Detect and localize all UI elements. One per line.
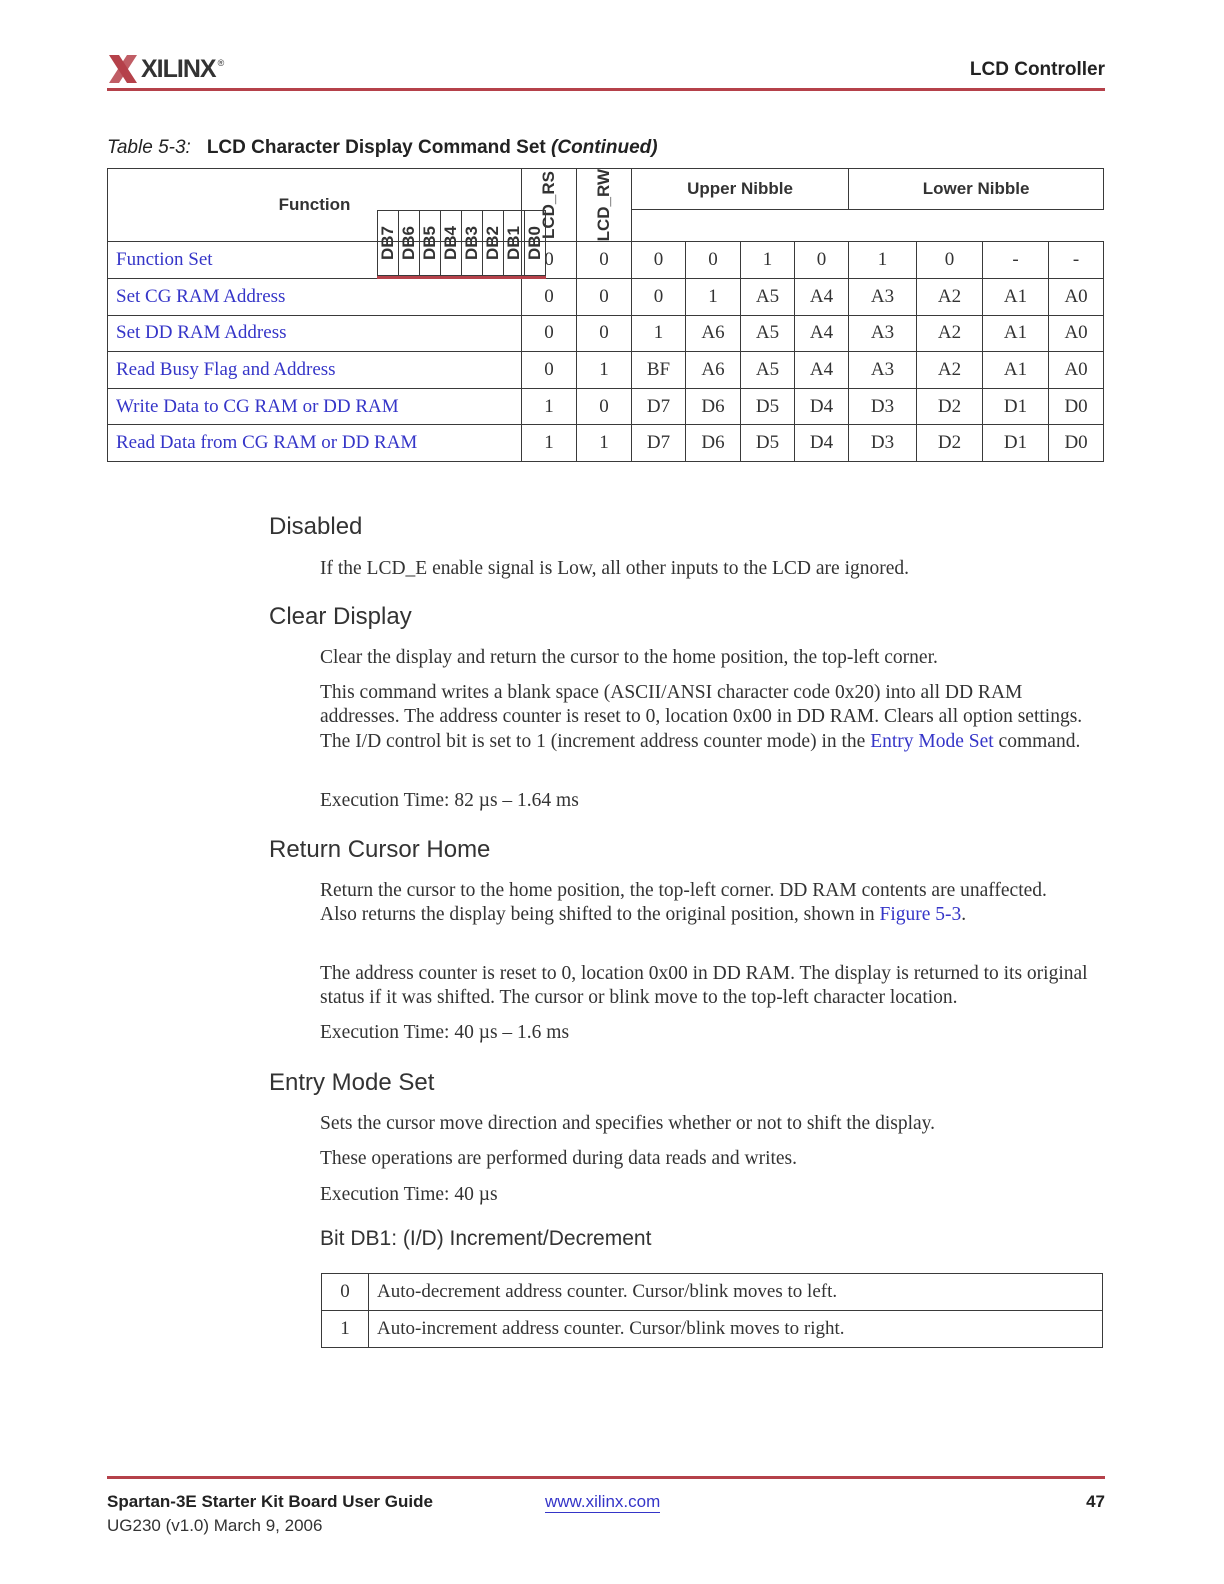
table-cell: 0 [577,279,632,316]
command-name-link[interactable]: Function Set [108,242,522,279]
table-cell: 1 [577,425,632,462]
bit-header: DB4 [440,211,461,276]
bit-header: DB6 [398,211,419,276]
bit-header: DB3 [461,211,482,276]
upper-nibble-header: Upper Nibble [632,169,849,210]
header-rule [107,88,1105,91]
bit-description: Auto-decrement address counter. Cursor/blink moves to left. [369,1274,1103,1311]
table-cell: 1 [686,279,741,316]
table-cell: - [983,242,1049,279]
heading-bit-db1: Bit DB1: (I/D) Increment/Decrement [320,1227,652,1250]
table-cell: D5 [741,425,795,462]
rw-header-label: LCD_RW [594,169,613,242]
table-cell: A4 [795,352,849,389]
table-cell: A5 [741,315,795,352]
table-cell: D1 [983,388,1049,425]
return-home-text-2: The address counter is reset to 0, location 0x00 in DD RAM. The display is returned to its original status if it was shifted. The cursor or blink move to the top-left character location. [320,963,1088,1009]
footer-url-link[interactable]: www.xilinx.com [545,1492,661,1511]
table-cell: D6 [686,388,741,425]
table-cell: D1 [983,425,1049,462]
bit-header: DB0 [524,211,545,276]
table-cell: A3 [849,315,917,352]
table-cell: D2 [917,425,983,462]
table-cell: D2 [917,388,983,425]
table-cell: 1 [577,352,632,389]
command-name-link[interactable]: Set CG RAM Address [108,279,522,316]
table-continued: (Continued) [551,137,658,158]
table-cell: 0 [917,242,983,279]
table-cell: A4 [795,279,849,316]
table-cell: 1 [522,425,577,462]
table-cell: D4 [795,388,849,425]
bit-description: Auto-increment address counter. Cursor/blink moves to right. [369,1311,1103,1348]
table-cell: 1 [849,242,917,279]
clear-display-exec-time: Execution Time: 82 µs – 1.64 ms [320,790,579,811]
heading-disabled: Disabled [269,513,363,540]
logo-registered-mark: ® [217,58,225,68]
footer-rule [107,1476,1105,1479]
rs-header-label: LCD_RS [539,171,558,240]
table-cell: 0 [632,279,686,316]
table-cell: 0 [522,242,577,279]
bit-db1-table [321,1273,1103,1348]
footer-doc-version: UG230 (v1.0) March 9, 2006 [107,1516,323,1535]
table-cell: 0 [577,315,632,352]
table-cell: A1 [983,315,1049,352]
heading-clear-display: Clear Display [269,603,412,630]
table-cell: 0 [632,242,686,279]
table-cell: A3 [849,352,917,389]
table-cell: BF [632,352,686,389]
xilinx-logo-icon [107,53,139,85]
section-title: LCD Controller [969,59,1105,80]
bit-header: DB5 [419,211,440,276]
logo-text: XILINX [141,54,216,83]
table-cell: 0 [522,315,577,352]
command-name-link[interactable]: Read Busy Flag and Address [108,352,522,389]
table-cell: A4 [795,315,849,352]
table-cell: 0 [522,352,577,389]
clear-display-text-1: Clear the display and return the cursor to the home position, the top-left corner. [320,647,938,668]
entry-mode-text-2: These operations are performed during data reads and writes. [320,1148,798,1169]
rw-header [577,169,632,242]
command-name-link[interactable]: Read Data from CG RAM or DD RAM [108,425,522,462]
table-row [108,352,1104,389]
heading-entry-mode-set: Entry Mode Set [269,1069,435,1096]
return-home-exec-time: Execution Time: 40 µs – 1.6 ms [320,1022,570,1043]
disabled-text: If the LCD_E enable signal is Low, all other inputs to the LCD are ignored. [320,558,910,579]
table-row [322,1311,1103,1348]
table-cell: A0 [1049,279,1104,316]
table-cell: 0 [577,388,632,425]
table-row [108,425,1104,462]
table-cell: 0 [686,242,741,279]
table-cell: D7 [632,425,686,462]
clear-display-text-2: This command writes a blank space (ASCII/ANSI character code 0x20) into all DD RAM addresses. The address counter is reset to 0, location 0x00 in DD RAM. Clears all option settings. The I/D control bit is set to 1 (increment address counter mode) in the Entry Mode Set command. [320,682,1083,752]
footer-doc-title: Spartan-3E Starter Kit Board User Guide [107,1492,433,1511]
table-cell: A5 [741,279,795,316]
bit-header: DB1 [503,211,524,276]
function-header: Function [108,169,522,242]
entry-mode-text-1: Sets the cursor move direction and specifies whether or not to shift the display. [320,1113,936,1134]
table-cell: 1 [632,315,686,352]
table-cell: 0 [577,242,632,279]
entry-mode-set-link[interactable]: Entry Mode Set [870,730,994,752]
lower-nibble-header: Lower Nibble [849,169,1104,210]
table-cell: D5 [741,388,795,425]
table-row [108,279,1104,316]
table-cell: D0 [1049,388,1104,425]
return-home-text-1: Return the cursor to the home position, the top-left corner. DD RAM contents are unaffected. Also returns the display being shifted to the original position, shown in Figure 5-3. [320,880,1047,926]
page-number: 47 [1086,1492,1105,1511]
table-row [108,242,1104,279]
table-cell: D4 [795,425,849,462]
table-caption [107,137,658,159]
table-cell: A6 [686,352,741,389]
table-cell: A2 [917,315,983,352]
heading-return-cursor-home: Return Cursor Home [269,836,491,863]
table-cell: D7 [632,388,686,425]
bit-value: 1 [322,1311,369,1348]
bit-header: DB7 [377,211,398,276]
bit-header: DB2 [482,211,503,276]
table-cell: A0 [1049,315,1104,352]
table-cell: D3 [849,425,917,462]
bit-value: 0 [322,1274,369,1311]
table-cell: A5 [741,352,795,389]
table-row [108,315,1104,352]
table-cell: 1 [741,242,795,279]
table-row [322,1274,1103,1311]
table-cell: D0 [1049,425,1104,462]
table-label: Table 5-3: [107,137,191,158]
command-set-table [107,168,1104,462]
table-cell: 0 [522,279,577,316]
table-cell: A0 [1049,352,1104,389]
table-cell: 0 [795,242,849,279]
table-cell: D6 [686,425,741,462]
table-cell: A1 [983,352,1049,389]
entry-mode-exec-time: Execution Time: 40 µs [320,1184,498,1205]
table-cell: A3 [849,279,917,316]
table-title: LCD Character Display Command Set [206,137,546,158]
table-cell: A2 [917,279,983,316]
table-cell: - [1049,242,1104,279]
command-name-link[interactable]: Write Data to CG RAM or DD RAM [108,388,522,425]
table-cell: A6 [686,315,741,352]
table-cell: D3 [849,388,917,425]
xilinx-logo [107,52,224,86]
table-row [108,388,1104,425]
table-cell: A1 [983,279,1049,316]
command-name-link[interactable]: Set DD RAM Address [108,315,522,352]
table-cell: 1 [522,388,577,425]
figure-5-3-link[interactable]: Figure 5-3 [879,904,962,926]
table-cell: A2 [917,352,983,389]
